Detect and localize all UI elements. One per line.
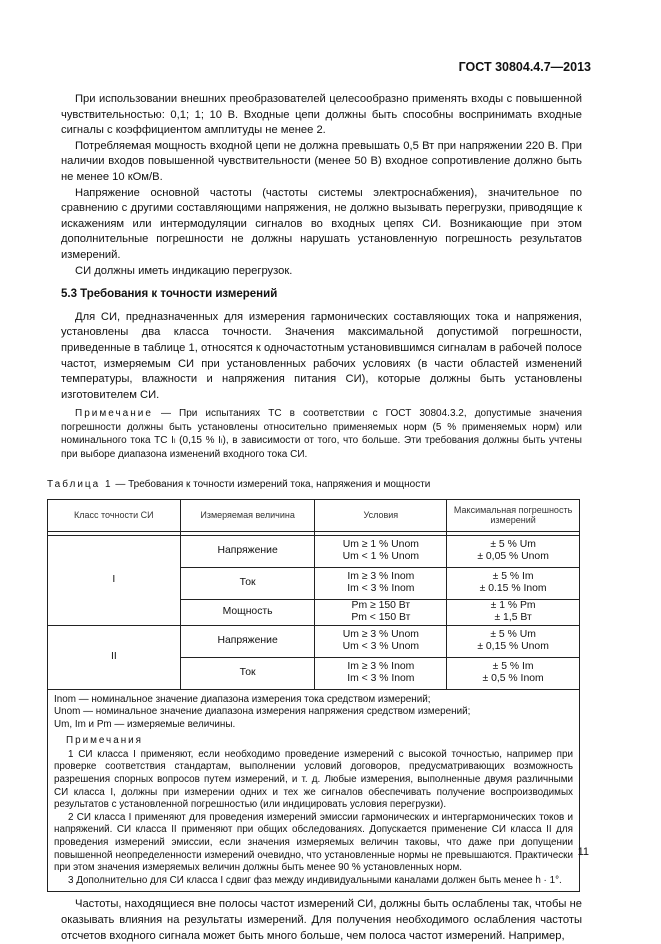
- page-number: 11: [577, 846, 589, 858]
- header-cell: Класс точности СИ: [48, 499, 181, 531]
- class-cell: I: [48, 535, 181, 625]
- error-cell: ± 5 % Im ± 0.15 % Inom: [447, 567, 580, 599]
- paragraph: Для СИ, предназначенных для измерения гармонических составляющих тока и напряжения, установлены два класса точности. Значения максимальной допустимой погрешности, приведенные в таблице 1, относятся к одночастотным установившимся сигналам в рабочей полосе частот, измеряемым СИ при установленных рабочих условиях (в части областей изменений температуры, влажности и напряжения питания СИ), которые должны быть установлены изготовителем СИ.: [61, 310, 582, 401]
- conditions-cell: Um ≥ 1 % Unom Um < 1 % Unom: [315, 535, 447, 567]
- legend-line: Inom — номинальное значение диапазона измерения тока средством измерений;: [54, 693, 431, 705]
- note-label: Примечание: [75, 408, 153, 420]
- quantity-cell: Напряжение: [180, 625, 315, 657]
- paragraph: СИ должны иметь индикацию перегрузок.: [75, 264, 293, 277]
- accuracy-table: [47, 499, 580, 893]
- table-notes-row: [48, 689, 580, 892]
- header-cell: Условия: [315, 499, 447, 531]
- table-row: [48, 625, 580, 657]
- table-header-row: [48, 499, 580, 531]
- paragraph: При использовании внешних преобразователей целесообразно применять входы с повышенной чувствительностью: 0,1; 1; 10 В. Входные цепи должны быть способны воспринимать входные сигналы с коэффициентом амплитуды не менее 2.: [61, 93, 582, 137]
- error-cell: ± 1 % Pm ± 1,5 Вт: [447, 599, 580, 625]
- conditions-cell: Im ≥ 3 % Inom Im < 3 % Inom: [315, 657, 447, 689]
- note-text: — При испытаниях ТС в соответствии с ГОСТ 30804.3.2, допустимые значения погрешности должны быть установлены относительно применяемых норм (5 % применяемых норм) или номинального тока ТС Iₗ (0,15 % Iₗ), в зависимости от того, что больше. Эти требования должны быть учтены при выборе диапазона изменений входного тока СИ.: [61, 408, 582, 460]
- table-caption: Таблица 1 — Требования к точности измерений тока, напряжения и мощности: [47, 478, 431, 490]
- quantity-cell: Напряжение: [180, 535, 315, 567]
- document-body: [47, 92, 582, 944]
- legend-line: Unom — номинальное значение диапазона измерения напряжения средством измерений;: [54, 706, 471, 718]
- quantity-cell: Мощность: [180, 599, 315, 625]
- note: [61, 407, 582, 461]
- header-cell: Максимальная погрешность измерений: [447, 499, 580, 531]
- quantity-cell: Ток: [180, 567, 315, 599]
- conditions-cell: Im ≥ 3 % Inom Im < 3 % Inom: [315, 567, 447, 599]
- conditions-cell: Um ≥ 3 % Unom Um < 3 % Unom: [315, 625, 447, 657]
- legend-line: Um, Im и Pm — измеряемые величины.: [54, 718, 236, 730]
- paragraph: Напряжение основной частоты (частоты системы электроснабжения), значительное по сравнению с другими составляющими напряжения, не должно вызывать перегрузки, приводящие к искажениям или интермодуляции сигналов во входных цепях СИ. Возникающие при этом дополнительные погрешности не должны нарушать установленную погрешность результатов измерений.: [61, 186, 582, 261]
- table-notes: [48, 689, 580, 892]
- table-note: 1 СИ класса I применяют, если необходимо проведение измерений с высокой точностью, например при проверке соответствия стандартам, выполнении условий договоров, предусматривающих возможность разрешения спорных вопросов путем измерений, и т. д. Любые измерения, выполненные двумя различными СИ класса I, должны при измерении одних и тех же сигналов обеспечивать получение воспроизводимых результатов с установленной погрешностью (или индицировать условия перегрузки).: [54, 748, 573, 811]
- class-cell: II: [48, 625, 181, 689]
- conditions-cell: Pm ≥ 150 Вт Pm < 150 Вт: [315, 599, 447, 625]
- paragraph: Частоты, находящиеся вне полосы частот измерений СИ, должны быть ослаблены так, чтобы не оказывать влияния на результаты измерений. Для получения необходимого ослабления частоты отсчетов входного сигнала может быть много больше, чем полоса частот измерений. Например,: [61, 898, 582, 942]
- paragraph: Потребляемая мощность входной цепи не должна превышать 0,5 Вт при напряжении 220 В. При наличии входов повышенной чувствительности (менее 50 В) входное сопротивление должно быть не менее 10 кОм/В.: [61, 139, 582, 183]
- table-note: 2 СИ класса I применяют для проведения измерений эмиссии гармонических и интергармонических токов и напряжений. СИ класса II применяют при общих обследованиях. Допускается применение СИ класса II для проведения измерений эмиссии, если значения измеряемых величин таковы, что даже при допущении повышенной неопределенности измерений очевидно, что установленные нормы не превышаются. Практически при этом значения измеряемых величин должны быть менее 90 % установленных норм.: [54, 811, 573, 874]
- notes-title: Примечания: [66, 735, 144, 747]
- error-cell: ± 5 % Um ± 0,15 % Unom: [447, 625, 580, 657]
- error-cell: ± 5 % Im ± 0,5 % Inom: [447, 657, 580, 689]
- header-cell: Измеряемая величина: [180, 499, 315, 531]
- table-note: 3 Дополнительно для СИ класса I сдвиг фаз между индивидуальными каналами должен быть менее h · 1°.: [68, 874, 562, 886]
- error-cell: ± 5 % Um ± 0,05 % Unom: [447, 535, 580, 567]
- section-title: 5.3 Требования к точности измерений: [61, 288, 278, 301]
- standard-header: ГОСТ 30804.4.7—2013: [458, 60, 591, 74]
- table-row: [48, 535, 580, 567]
- quantity-cell: Ток: [180, 657, 315, 689]
